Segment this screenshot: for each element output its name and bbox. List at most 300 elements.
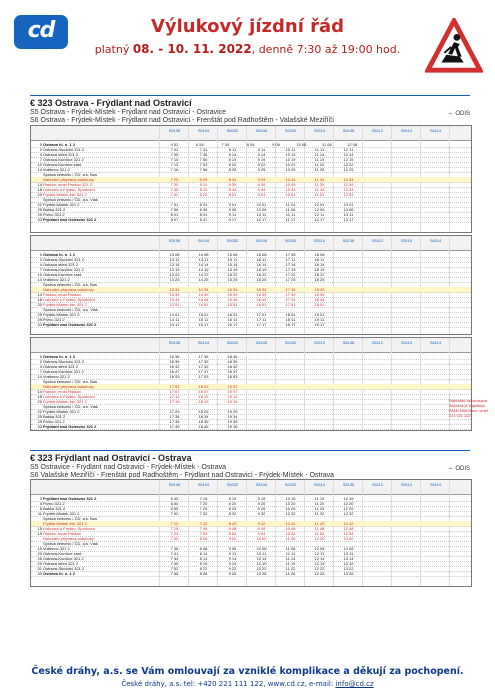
- time-cell: 13 26: [343, 571, 354, 576]
- time-cell: 9 34: [257, 177, 266, 182]
- time-cell: 16 47: [169, 369, 180, 374]
- time-cell: 10 11: [256, 212, 267, 217]
- time-cell: 10 20: [285, 501, 296, 506]
- time-cell: 16 42: [169, 364, 180, 369]
- station-name: Ostrava-Kunčice 321 2: [43, 157, 84, 162]
- time-cell: 7 53: [199, 162, 208, 167]
- train-number: S6104: [197, 128, 210, 133]
- train-number: S6138: [342, 128, 355, 133]
- time-cell: 15 22: [227, 272, 238, 277]
- time-cell: 15 44: [227, 297, 238, 302]
- time-cell: 7 02: [170, 511, 179, 516]
- time-cell: 11 08: [285, 546, 296, 551]
- time-cell: 12 06: [314, 207, 325, 212]
- time-cell: 9 14: [257, 152, 266, 157]
- time-cell: 11 11: [314, 147, 325, 152]
- time-cell: 17 02: [169, 384, 180, 389]
- time-cell: 12 00: [314, 536, 325, 541]
- time-cell: 12 14: [343, 152, 354, 157]
- time-cell: 8 39: [228, 182, 237, 187]
- time-cell: 10 15: [285, 496, 296, 501]
- station-name: Frýdek-Místek 321 2: [43, 312, 80, 317]
- time-cell: 19 02: [227, 384, 238, 389]
- time-cell: 9 44: [257, 187, 266, 192]
- train-number: S5108: [168, 340, 181, 345]
- section-title: € 323 Frýdlant nad Ostravicí - Ostrava: [30, 453, 192, 463]
- station-name: Správa železnic / ČD, a.s. Vlak: [43, 197, 98, 202]
- time-cell: 12 54: [343, 531, 354, 536]
- odis-label: ⇔ ODIS: [447, 466, 470, 472]
- contact-line: [0, 680, 495, 688]
- time-cell: 7 50: [199, 157, 208, 162]
- station-name: Baška 321 2: [43, 207, 66, 212]
- time-cell: 12 11: [314, 212, 325, 217]
- time-cell: 8 54: [228, 531, 237, 536]
- km-value: 29: [37, 212, 42, 217]
- time-cell: 7 41: [170, 551, 179, 556]
- station-name: Paskov, most Paskov: [43, 531, 81, 536]
- time-cell: 18 08: [314, 252, 325, 257]
- station-name: Správa železnic / ČD, a.s. Vlak: [43, 541, 98, 546]
- station-name: Ostrava-Stodolní 321 2: [43, 147, 85, 152]
- time-cell: 17 42: [198, 364, 209, 369]
- time-cell: 12 42: [343, 521, 354, 526]
- time-cell: 7 01: [170, 147, 179, 152]
- table-row: [31, 322, 471, 328]
- station-name: Náhradní přeprava autobusy: [43, 287, 94, 292]
- time-cell: 17 53: [198, 374, 209, 379]
- time-cell: 18 39: [314, 292, 325, 297]
- time-cell: 8 44: [228, 187, 237, 192]
- time-cell: 18 12: [198, 394, 209, 399]
- time-cell: 11 11: [285, 212, 296, 217]
- time-cell: 11 14: [314, 152, 325, 157]
- time-cell: 7 48: [199, 526, 208, 531]
- time-cell: 10 51: [285, 192, 296, 197]
- time-cell: 17 47: [198, 369, 209, 374]
- time-cell: 12 25: [343, 167, 354, 172]
- train-number: S6104: [197, 340, 210, 345]
- time-cell: 9 25: [257, 167, 266, 172]
- km-value: 7: [39, 157, 42, 162]
- time-cell: 8 10: [199, 182, 208, 187]
- time-cell: 10 34: [285, 177, 296, 182]
- train-header-row: [31, 480, 471, 495]
- train-number: S6114: [429, 482, 442, 487]
- time-cell: 11 54: [314, 531, 325, 536]
- time-cell: 8 00: [199, 536, 208, 541]
- station-name: Baška 321 2: [43, 506, 66, 511]
- time-cell: 14 19: [198, 267, 209, 272]
- time-cell: 15 14: [227, 262, 238, 267]
- roadwork-warning-icon: [425, 18, 483, 76]
- time-cell: 6 55: [170, 506, 179, 511]
- train-number: S6138: [342, 482, 355, 487]
- time-cell: 11 17: [285, 217, 296, 222]
- station-name: Ostrava střed 321 2: [43, 262, 79, 267]
- time-cell: 7 52: [170, 566, 179, 571]
- station-name: Správa železnic / ČD, a.s. Vlak: [43, 404, 98, 409]
- km-value: 4: [39, 364, 42, 369]
- section-title: € 323 Ostrava - Frýdlant nad Ostravicí: [30, 98, 192, 108]
- station-name: Ostrava hl. n. 1 2: [43, 252, 76, 257]
- time-cell: 8 31: [199, 202, 208, 207]
- time-cell: 12 14: [314, 556, 325, 561]
- time-cell: 13 17: [343, 217, 354, 222]
- train-number: S5110: [313, 128, 326, 133]
- time-cell: 8 51: [228, 192, 237, 197]
- time-cell: 11 48: [314, 526, 325, 531]
- time-cell: 11 25: [314, 506, 325, 511]
- time-cell: 8 15: [199, 187, 208, 192]
- train-header-row: [31, 338, 471, 353]
- time-cell: 13 14: [343, 556, 354, 561]
- time-cell: 11 22: [285, 566, 296, 571]
- time-cell: 9 11: [228, 551, 237, 556]
- km-value: 4: [39, 152, 42, 157]
- station-name: Frýdek-Místek 321 2: [43, 409, 80, 414]
- time-cell: 11 01: [285, 202, 296, 207]
- station-name: Ostrava-Stodolní 321 2: [43, 566, 85, 571]
- station-name: Náhradní přeprava autobusy: [43, 536, 94, 541]
- time-cell: 13 39: [169, 292, 180, 297]
- time-cell: 16 36: [169, 354, 180, 359]
- time-cell: 7 44: [170, 556, 179, 561]
- time-cell: 6 45: [170, 496, 179, 501]
- time-cell: 8 42: [228, 521, 237, 526]
- time-cell: 13 08: [343, 546, 354, 551]
- time-cell: 12 25: [343, 506, 354, 511]
- time-cell: 9 54: [257, 531, 266, 536]
- station-name: Ostrava-Kunčice zast.: [43, 551, 83, 556]
- time-cell: 12 48: [343, 526, 354, 531]
- time-cell: 15 11: [227, 257, 238, 262]
- time-cell: 10 32: [285, 511, 296, 516]
- time-cell: 14 22: [198, 272, 209, 277]
- km-value: 2: [39, 359, 42, 364]
- section-header: [30, 98, 470, 124]
- table-row: [31, 217, 471, 223]
- section-rule: [30, 95, 470, 96]
- time-cell: 11 14: [285, 556, 296, 561]
- time-cell: 18 17: [285, 322, 296, 327]
- time-cell: 11 20: [314, 501, 325, 506]
- time-cell: 17 34: [169, 414, 180, 419]
- time-cell: 13 51: [169, 302, 180, 307]
- km-value: 14: [37, 389, 42, 394]
- time-cell: 8 36: [199, 207, 208, 212]
- station-name: Frýdek-Místek 321 2: [43, 511, 80, 516]
- time-cell: 19 01: [314, 312, 325, 317]
- time-cell: 10 00: [256, 536, 267, 541]
- station-name: Vratimov 321 2: [43, 277, 70, 282]
- time-cell: 15 25: [227, 277, 238, 282]
- time-cell: 7 05: [170, 152, 179, 157]
- time-cell: 11 39: [314, 182, 325, 187]
- train-number: S6032: [226, 340, 239, 345]
- train-number: S5108: [168, 128, 181, 133]
- time-cell: 13 08: [169, 252, 180, 257]
- km-value: 0: [39, 496, 42, 501]
- time-cell: 13 22: [343, 566, 354, 571]
- time-cell: 18 39: [227, 359, 238, 364]
- train-number: S6104: [197, 482, 210, 487]
- time-cell: 17 17: [256, 322, 267, 327]
- km-value: 0: [39, 354, 42, 359]
- train-number: S6112: [371, 128, 384, 133]
- station-name: Lískovec u Frýdku, Sportovní: [43, 394, 95, 399]
- time-cell: 18 19: [198, 399, 209, 404]
- time-cell: 14 17: [169, 322, 180, 327]
- time-cell: 7 41: [199, 147, 208, 152]
- time-cell: 15 51: [227, 302, 238, 307]
- time-cell: 9 19: [257, 157, 266, 162]
- time-cell: 17 11: [285, 257, 296, 262]
- time-cell: 18 53: [227, 374, 238, 379]
- time-cell: 7 42: [170, 192, 179, 197]
- line-s6: S6 Ostrava - Frýdek-Místek - Frýdlant nad Ostravicí - Frenštát pod Radhoštěm - Valašské Meziříčí: [30, 117, 335, 124]
- time-cell: 12 22: [343, 162, 354, 167]
- km-value: 18: [37, 187, 42, 192]
- time-cell: 14 34: [198, 287, 209, 292]
- line-s5: S5 Ostravice - Frýdlant nad Ostravicí - Frýdek-Místek - Ostrava: [30, 464, 227, 471]
- time-cell: 11 00: [285, 536, 296, 541]
- timetable: [30, 479, 472, 587]
- time-cell: 11 25: [314, 167, 325, 172]
- time-cell: 10 54: [285, 531, 296, 536]
- odis-label: ⇔ ODIS: [447, 111, 470, 117]
- time-cell: 10 11: [285, 147, 296, 152]
- time-cell: 19 11: [314, 317, 325, 322]
- time-cell: 7 45: [199, 152, 208, 157]
- station-name: Lískovec u Frýdku, Sportovní: [43, 297, 95, 302]
- km-value: 26: [37, 556, 42, 561]
- time-cell: 17 25: [285, 277, 296, 282]
- station-name: Ostrava-Kunčice 321 2: [43, 556, 84, 561]
- time-cell: 9 14: [228, 556, 237, 561]
- time-cell: 9 42: [257, 521, 266, 526]
- station-name: Správa železnic / ČD, a.s. Bus: [43, 282, 98, 287]
- km-value: 2: [39, 147, 42, 152]
- station-name: Paskov, most Paskov: [43, 292, 81, 297]
- km-value: 22: [37, 409, 42, 414]
- time-cell: 10 01: [256, 202, 267, 207]
- time-cell: 16 19: [256, 267, 267, 272]
- time-cell: 9 06: [228, 207, 237, 212]
- time-cell: 16 14: [256, 262, 267, 267]
- km-value: 25: [37, 312, 42, 317]
- train-number: S6200: [284, 340, 297, 345]
- time-cell: 8 01: [170, 212, 179, 217]
- km-value: 14: [37, 292, 42, 297]
- time-cell: 10 19: [256, 561, 267, 566]
- train-number: S6200: [284, 238, 297, 243]
- time-cell: 14 08: [198, 252, 209, 257]
- km-value: 31: [37, 566, 42, 571]
- time-cell: 17 34: [285, 287, 296, 292]
- section-header: [30, 453, 470, 479]
- time-cell: 11 26: [285, 571, 296, 576]
- time-cell: 12 08: [347, 142, 358, 147]
- train-number: S6112: [371, 340, 384, 345]
- time-cell: 8 34: [228, 177, 237, 182]
- km-value: 19: [37, 546, 42, 551]
- time-cell: 8 08: [199, 546, 208, 551]
- km-value: 22: [37, 202, 42, 207]
- station-name: Ostrava-Kunčice zast.: [43, 272, 83, 277]
- time-cell: 17 12: [169, 394, 180, 399]
- station-name: Pržno 321 2: [43, 501, 65, 506]
- time-cell: 6 54: [195, 142, 204, 147]
- time-cell: 18 14: [314, 262, 325, 267]
- time-cell: 12 32: [343, 511, 354, 516]
- train-number: S6114: [429, 128, 442, 133]
- km-value: 4: [39, 262, 42, 267]
- email-link[interactable]: info@cd.cz: [335, 680, 374, 688]
- time-cell: 7 38: [170, 546, 179, 551]
- time-cell: 10 08: [256, 546, 267, 551]
- time-cell: 16 22: [256, 272, 267, 277]
- km-value: 10: [37, 162, 42, 167]
- train-number: S6112: [371, 482, 384, 487]
- time-cell: 18 51: [314, 302, 325, 307]
- time-cell: 8 47: [199, 217, 208, 222]
- time-cell: 17 39: [169, 419, 180, 424]
- station-name: Pržno 321 2: [43, 212, 65, 217]
- time-cell: 6 50: [170, 501, 179, 506]
- time-cell: 17 11: [256, 317, 267, 322]
- time-cell: 13 06: [343, 207, 354, 212]
- train-number: S5110: [400, 238, 413, 243]
- train-number: S6106: [255, 340, 268, 345]
- time-cell: 17 39: [198, 359, 209, 364]
- time-cell: 18 47: [227, 369, 238, 374]
- time-cell: 17 19: [169, 399, 180, 404]
- time-cell: 12 11: [314, 551, 325, 556]
- time-cell: 18 42: [227, 364, 238, 369]
- station-name: Ostrava-Kunčice 321 2: [43, 267, 84, 272]
- train-number: S6104: [197, 238, 210, 243]
- time-cell: 16 17: [227, 322, 238, 327]
- time-cell: 11 08: [321, 142, 332, 147]
- station-name: Frýdlant nad Ostravicí 321 2: [43, 424, 97, 429]
- time-cell: 7 30: [170, 182, 179, 187]
- time-cell: 17 22: [285, 272, 296, 277]
- time-cell: 17 14: [285, 262, 296, 267]
- time-cell: 18 44: [314, 297, 325, 302]
- time-cell: 16 11: [227, 317, 238, 322]
- train-number: S6200: [284, 128, 297, 133]
- time-cell: 7 25: [170, 177, 179, 182]
- station-name: Vratimov 321 2: [43, 546, 70, 551]
- train-number: S5110: [313, 238, 326, 243]
- time-cell: 11 44: [314, 187, 325, 192]
- time-cell: 10 22: [285, 162, 296, 167]
- time-cell: 10 48: [285, 526, 296, 531]
- time-cell: 7 18: [170, 526, 179, 531]
- time-cell: 16 11: [256, 257, 267, 262]
- time-cell: 7 15: [199, 496, 208, 501]
- time-cell: 8 19: [199, 561, 208, 566]
- time-cell: 17 01: [256, 312, 267, 317]
- time-cell: 7 16: [170, 167, 179, 172]
- time-cell: 15 01: [198, 312, 209, 317]
- time-cell: 16 44: [256, 297, 267, 302]
- time-cell: 8 19: [228, 157, 237, 162]
- time-cell: 10 17: [256, 217, 267, 222]
- time-cell: 8 07: [170, 217, 179, 222]
- cd-logo-text: cd: [27, 18, 55, 43]
- station-name: Paskov, most Paskov: [43, 389, 81, 394]
- time-cell: 18 25: [314, 277, 325, 282]
- station-name: Vratimov 321 2: [43, 167, 70, 172]
- time-cell: 13 11: [343, 212, 354, 217]
- time-cell: 10 39: [285, 182, 296, 187]
- time-cell: 12 01: [314, 202, 325, 207]
- footer: [0, 666, 495, 688]
- train-number: S6114: [429, 340, 442, 345]
- km-value: 23: [37, 551, 42, 556]
- time-cell: 11 19: [285, 561, 296, 566]
- train-number: S5110: [400, 482, 413, 487]
- time-cell: 14 11: [169, 317, 180, 322]
- train-header-row: [31, 126, 471, 141]
- time-cell: 13 25: [169, 277, 180, 282]
- time-cell: 8 11: [228, 147, 237, 152]
- time-cell: 10 25: [285, 506, 296, 511]
- time-cell: 13 14: [169, 262, 180, 267]
- time-cell: 12 26: [314, 571, 325, 576]
- km-value: 18: [37, 297, 42, 302]
- time-cell: 14 44: [198, 297, 209, 302]
- time-cell: 12 44: [343, 187, 354, 192]
- time-cell: 18 36: [227, 354, 238, 359]
- time-cell: 10 11: [256, 551, 267, 556]
- time-cell: 9 17: [228, 217, 237, 222]
- km-value: 33: [37, 424, 42, 429]
- time-cell: 7 30: [170, 536, 179, 541]
- train-number: S6138: [342, 238, 355, 243]
- timetable: [30, 337, 490, 431]
- station-name: Frýdek-Místek žst. 321 2: [43, 399, 87, 404]
- time-cell: 12 22: [314, 566, 325, 571]
- km-value: 7: [39, 369, 42, 374]
- train-number: S6106: [255, 482, 268, 487]
- time-cell: 10 19: [285, 157, 296, 162]
- km-value: 11: [37, 511, 42, 516]
- time-cell: 19 12: [227, 394, 238, 399]
- time-cell: 11 34: [314, 177, 325, 182]
- time-cell: 11 06: [285, 207, 296, 212]
- time-cell: 8 25: [228, 506, 237, 511]
- validity-suffix: , denně 7:30 až 19:00 hod.: [251, 43, 401, 56]
- time-cell: 18 07: [198, 389, 209, 394]
- time-cell: 17 36: [198, 354, 209, 359]
- train-number: S6114: [429, 238, 442, 243]
- km-value: 33: [37, 322, 42, 327]
- station-name: Frýdlant nad Ostravicí 321 2: [43, 217, 97, 222]
- time-cell: 13 22: [169, 272, 180, 277]
- time-cell: 7 12: [170, 521, 179, 526]
- time-cell: 9 11: [257, 147, 266, 152]
- time-cell: 11 42: [314, 521, 325, 526]
- time-cell: 9 15: [257, 496, 266, 501]
- time-cell: 9 19: [228, 561, 237, 566]
- station-name: Správa železnic / ČD, a.s. Bus: [43, 516, 98, 521]
- time-cell: 15 34: [227, 287, 238, 292]
- station-name: Frýdek-Místek žst. 321 2: [43, 192, 87, 197]
- time-cell: 8 22: [199, 192, 208, 197]
